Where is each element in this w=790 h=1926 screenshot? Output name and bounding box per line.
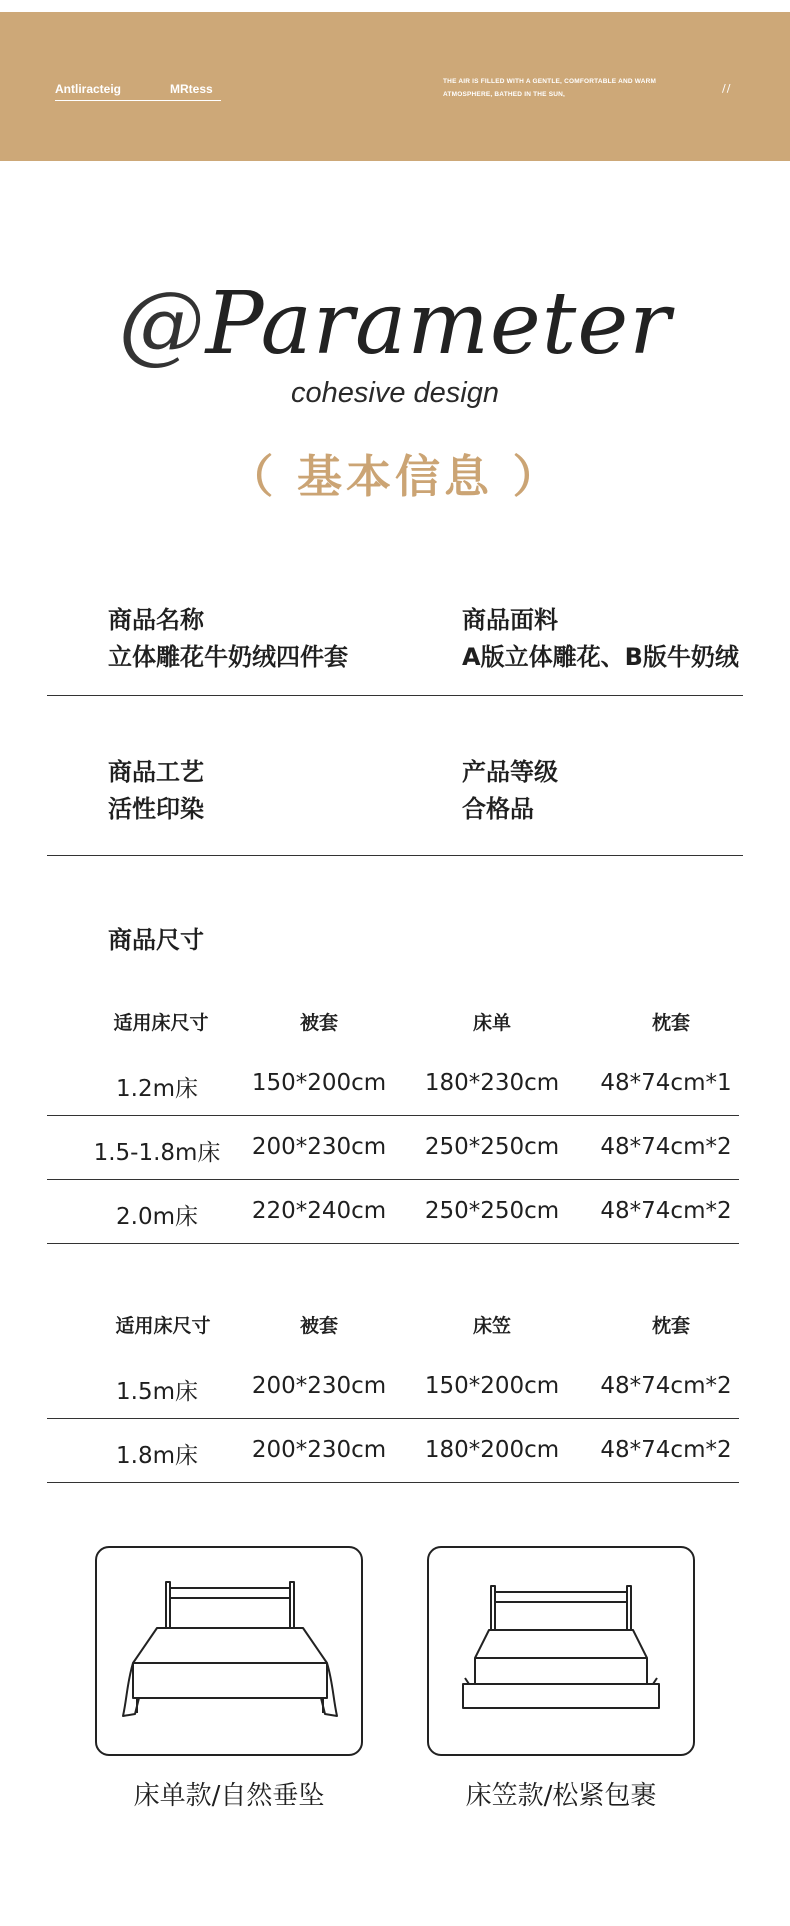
table1-header-bed-size: 适用床尺寸 <box>113 1012 209 1034</box>
decorative-slashes: // <box>722 82 732 95</box>
row-divider <box>47 1482 739 1483</box>
tagline-line-2: ATMOSPHERE, BATHED IN THE SUN, <box>443 91 566 98</box>
table-cell: 1.5-1.8m床 <box>93 1140 221 1166</box>
table-cell: 48*74cm*2 <box>600 1373 732 1399</box>
table-cell: 150*200cm <box>424 1373 560 1399</box>
product-name-label: 商品名称 <box>108 606 204 634</box>
table2-header-fitted-sheet: 床笠 <box>472 1315 511 1337</box>
table-cell: 1.5m床 <box>116 1379 198 1405</box>
table2-header-bed-size: 适用床尺寸 <box>115 1315 211 1337</box>
table-cell: 48*74cm*2 <box>600 1437 732 1463</box>
table2-header-duvet: 被套 <box>299 1315 338 1337</box>
fitted-sheet-card <box>427 1546 695 1756</box>
size-label: 商品尺寸 <box>108 926 204 954</box>
flat-sheet-caption: 床单款/自然垂坠 <box>133 1781 325 1811</box>
divider <box>47 855 743 856</box>
hero-word: Parameter <box>205 274 672 374</box>
flat-sheet-bed-icon <box>97 1548 361 1754</box>
table-cell: 48*74cm*1 <box>600 1070 732 1096</box>
top-banner <box>0 12 790 161</box>
brand-right: MRtess <box>170 82 213 96</box>
table1-header-pillowcase: 枕套 <box>651 1012 690 1034</box>
table-cell: 48*74cm*2 <box>600 1198 732 1224</box>
tagline-line-1: THE AIR IS FILLED WITH A GENTLE, COMFORTABLE AND WARM <box>443 78 657 85</box>
craft-value: 活性印染 <box>108 795 204 823</box>
row-divider <box>47 1418 739 1419</box>
row-divider <box>47 1115 739 1116</box>
table-cell: 2.0m床 <box>116 1204 198 1230</box>
table-cell: 180*200cm <box>424 1437 560 1463</box>
hero-at-sign: @ <box>118 274 206 374</box>
flat-sheet-card <box>95 1546 363 1756</box>
fitted-sheet-caption: 床笠款/松紧包裹 <box>465 1781 657 1811</box>
craft-label: 商品工艺 <box>108 758 204 786</box>
fitted-sheet-bed-icon <box>429 1548 693 1754</box>
table-cell: 48*74cm*2 <box>600 1134 732 1160</box>
table1-header-duvet: 被套 <box>299 1012 338 1034</box>
table2-header-pillowcase: 枕套 <box>651 1315 690 1337</box>
table-cell: 150*200cm <box>251 1070 387 1096</box>
brand-underline <box>55 100 221 101</box>
hero-subtitle: cohesive design <box>291 377 499 409</box>
hero-title <box>0 274 790 374</box>
row-divider <box>47 1243 739 1244</box>
table1-header-sheet: 床单 <box>472 1012 511 1034</box>
table-cell: 1.2m床 <box>116 1076 198 1102</box>
brand-left: Antliracteig <box>55 82 122 96</box>
product-name-value: 立体雕花牛奶绒四件套 <box>108 643 348 671</box>
table-cell: 250*250cm <box>424 1198 560 1224</box>
fabric-value: A版立体雕花、B版牛奶绒 <box>462 643 739 671</box>
table-cell: 220*240cm <box>251 1198 387 1224</box>
table-cell: 180*230cm <box>424 1070 560 1096</box>
fabric-label: 商品面料 <box>462 606 558 634</box>
section-title: （ 基本信息 ） <box>228 450 562 503</box>
row-divider <box>47 1179 739 1180</box>
table-cell: 1.8m床 <box>116 1443 198 1469</box>
divider <box>47 695 743 696</box>
table-cell: 200*230cm <box>251 1373 387 1399</box>
table-cell: 200*230cm <box>251 1437 387 1463</box>
table-cell: 250*250cm <box>424 1134 560 1160</box>
table-cell: 200*230cm <box>251 1134 387 1160</box>
grade-value: 合格品 <box>462 795 534 823</box>
tagline <box>443 75 683 101</box>
grade-label: 产品等级 <box>462 758 558 786</box>
